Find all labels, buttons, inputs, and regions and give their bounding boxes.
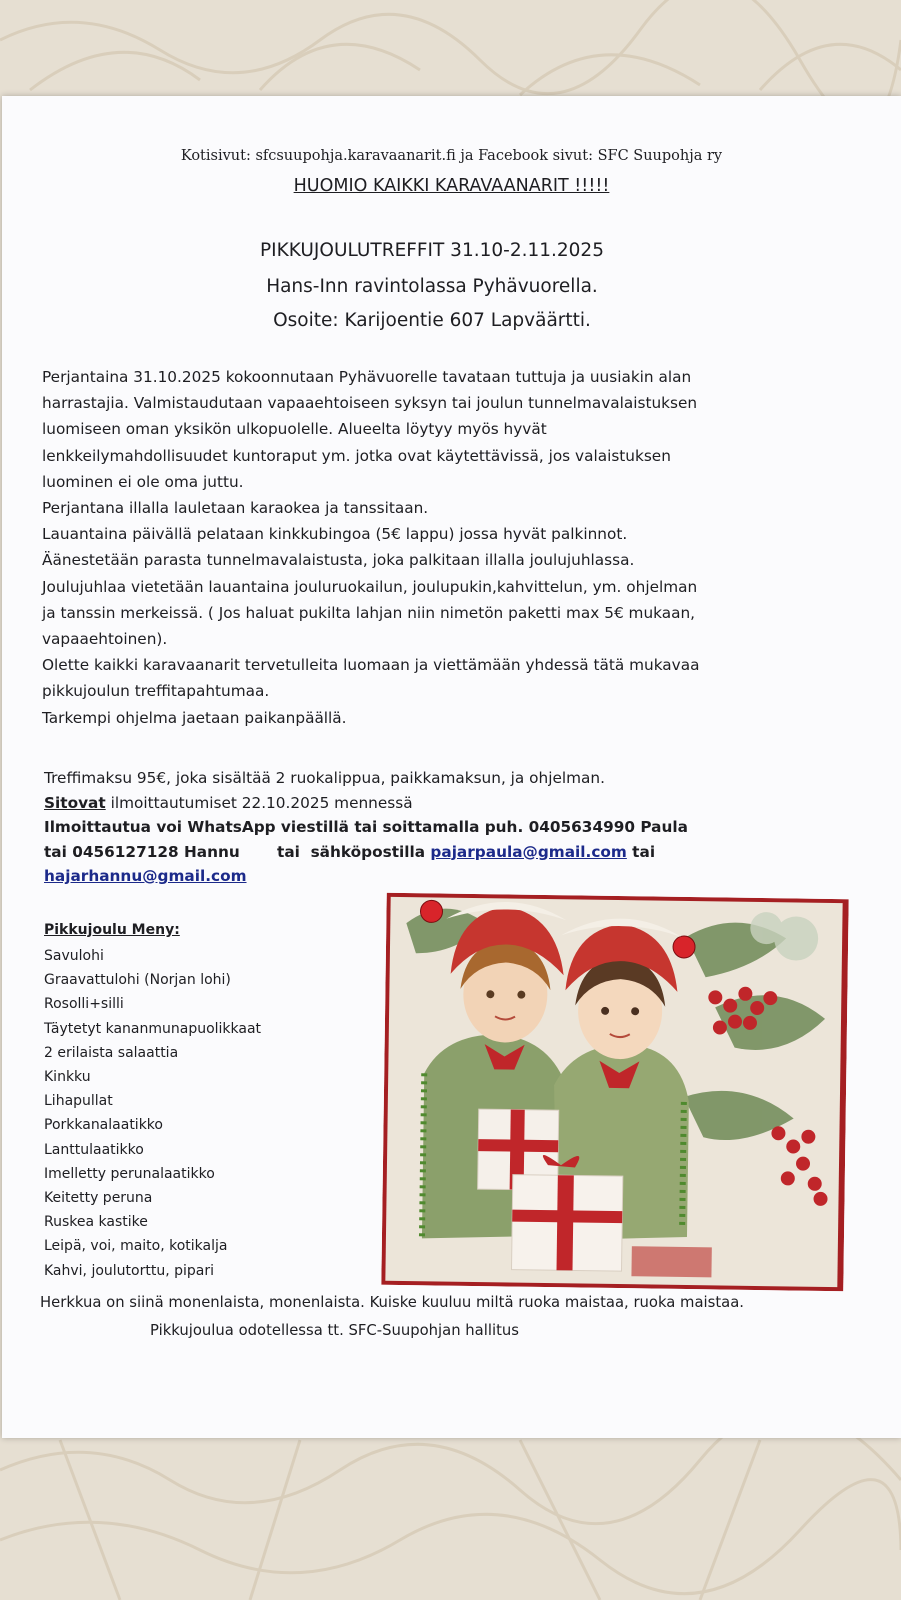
description-line: ja tanssin merkeissä. ( Jos haluat pukilta lahjan niin nimetön paketti max 5€ mukaan, (42, 603, 696, 622)
menu-item: Keitetty peruna (44, 1190, 153, 1207)
menu-item: Graavattulohi (Norjan lohi) (44, 972, 231, 989)
menu-title: Pikkujoulu Meny: (44, 922, 180, 938)
menu-list (44, 944, 261, 1283)
menu-item: Lihapullat (44, 1093, 113, 1110)
email-link-paula[interactable]: pajarpaula@gmail.com (430, 842, 627, 861)
menu-item: 2 erilaista salaattia (44, 1044, 179, 1061)
contact-line: Ilmoittautua voi WhatsApp viestillä tai soittamalla puh. 0405634990 Paula (44, 818, 688, 836)
menu-item: Porkkanalaatikko (44, 1117, 163, 1134)
contact-suffix: tai (626, 842, 656, 861)
menu-item: Rosolli+silli (44, 996, 124, 1013)
menu-item: Lanttulaatikko (44, 1141, 144, 1158)
closing-line: Herkkua on siinä monenlaista, monenlaista. Kuiske kuuluu miltä ruoka maistaa, ruoka maistaa. (40, 1294, 745, 1311)
description-line: vapaaehtoinen). (42, 630, 168, 649)
menu-item: Leipä, voi, maito, kotikalja (44, 1238, 228, 1255)
contact-email-line (44, 840, 864, 865)
binding-label: Sitovat (44, 793, 106, 812)
menu-item: Ruskea kastike (44, 1214, 148, 1231)
menu-item: Imelletty perunalaatikko (44, 1165, 215, 1182)
description-line: luomiseen oman yksikön ulkopuolelle. Alueelta löytyy myös hyvät (42, 420, 547, 439)
registration-line (44, 791, 864, 816)
email-link-hannu[interactable]: hajarhannu@gmail.com (44, 867, 247, 885)
event-venue: Hans-Inn ravintolassa Pyhävuorella. (266, 276, 598, 297)
fee-and-registration (44, 766, 864, 889)
christmas-children-picture (381, 893, 848, 1291)
event-address: Osoite: Karijoentie 607 Lapväärtti. (273, 310, 591, 331)
description-line: lenkkeilymahdollisuudet kuntoraput ym. jotka ovat käytettävissä, jos valaistuksen (42, 446, 671, 465)
website-line: Kotisivut: sfcsuupohja.karavaanarit.fi ja Facebook sivut: SFC Suupohja ry (180, 148, 723, 164)
menu-item: Kinkku (44, 1069, 91, 1086)
description-line: Äänestetään parasta tunnelmavalaistusta, joka palkitaan illalla joulujuhlassa. (42, 551, 635, 570)
menu-item: Kahvi, joulutorttu, pipari (44, 1262, 215, 1279)
description-line: harrastajia. Valmistaudutaan vapaaehtoiseen syksyn tai joulun tunnelmavalaistuksen (42, 394, 698, 413)
attention-heading: HUOMIO KAIKKI KARAVAANARIT !!!!! (293, 176, 610, 196)
description-line: pikkujoulun treffitapahtumaa. (42, 682, 270, 701)
registration-deadline: ilmoittautumiset 22.10.2025 mennessä (105, 793, 413, 812)
description-line: Tarkempi ohjelma jaetaan paikanpäällä. (42, 708, 347, 727)
description-line: luominen ei ole oma juttu. (42, 472, 244, 491)
event-title: PIKKUJOULUTREFFIT 31.10-2.11.2025 (260, 240, 604, 261)
contact-prefix: tai 0456127128 Hannu tai sähköpostilla (44, 842, 431, 861)
flyer-paper (2, 96, 901, 1438)
description-line: Olette kaikki karavaanarit tervetulleita luomaan ja viettämään yhdessä tätä mukavaa (42, 656, 700, 675)
description-line: Perjantaina 31.10.2025 kokoonnutaan Pyhävuorelle tavataan tuttuja ja uusiakin alan (42, 368, 692, 386)
menu-item: Täytetyt kananmunapuolikkaat (44, 1020, 262, 1037)
description-line: Joulujuhlaa vietetään lauantaina jouluruokailun, joulupukin,kahvittelun, ym. ohjelman (42, 577, 698, 596)
event-description (42, 364, 862, 731)
menu-item: Savulohi (44, 948, 104, 964)
email-line-hannu (44, 864, 864, 889)
fee-line: Treffimaksu 95€, joka sisältää 2 ruokalippua, paikkamaksun, ja ohjelman. (44, 769, 605, 787)
description-line: Lauantaina päivällä pelataan kinkkubingoa (5€ lappu) jossa hyvät palkinnot. (42, 525, 628, 544)
description-line: Perjantana illalla lauletaan karaokea ja tanssitaan. (42, 499, 429, 518)
signoff-line: Pikkujoulua odotellessa tt. SFC-Suupohjan hallitus (150, 1322, 519, 1339)
